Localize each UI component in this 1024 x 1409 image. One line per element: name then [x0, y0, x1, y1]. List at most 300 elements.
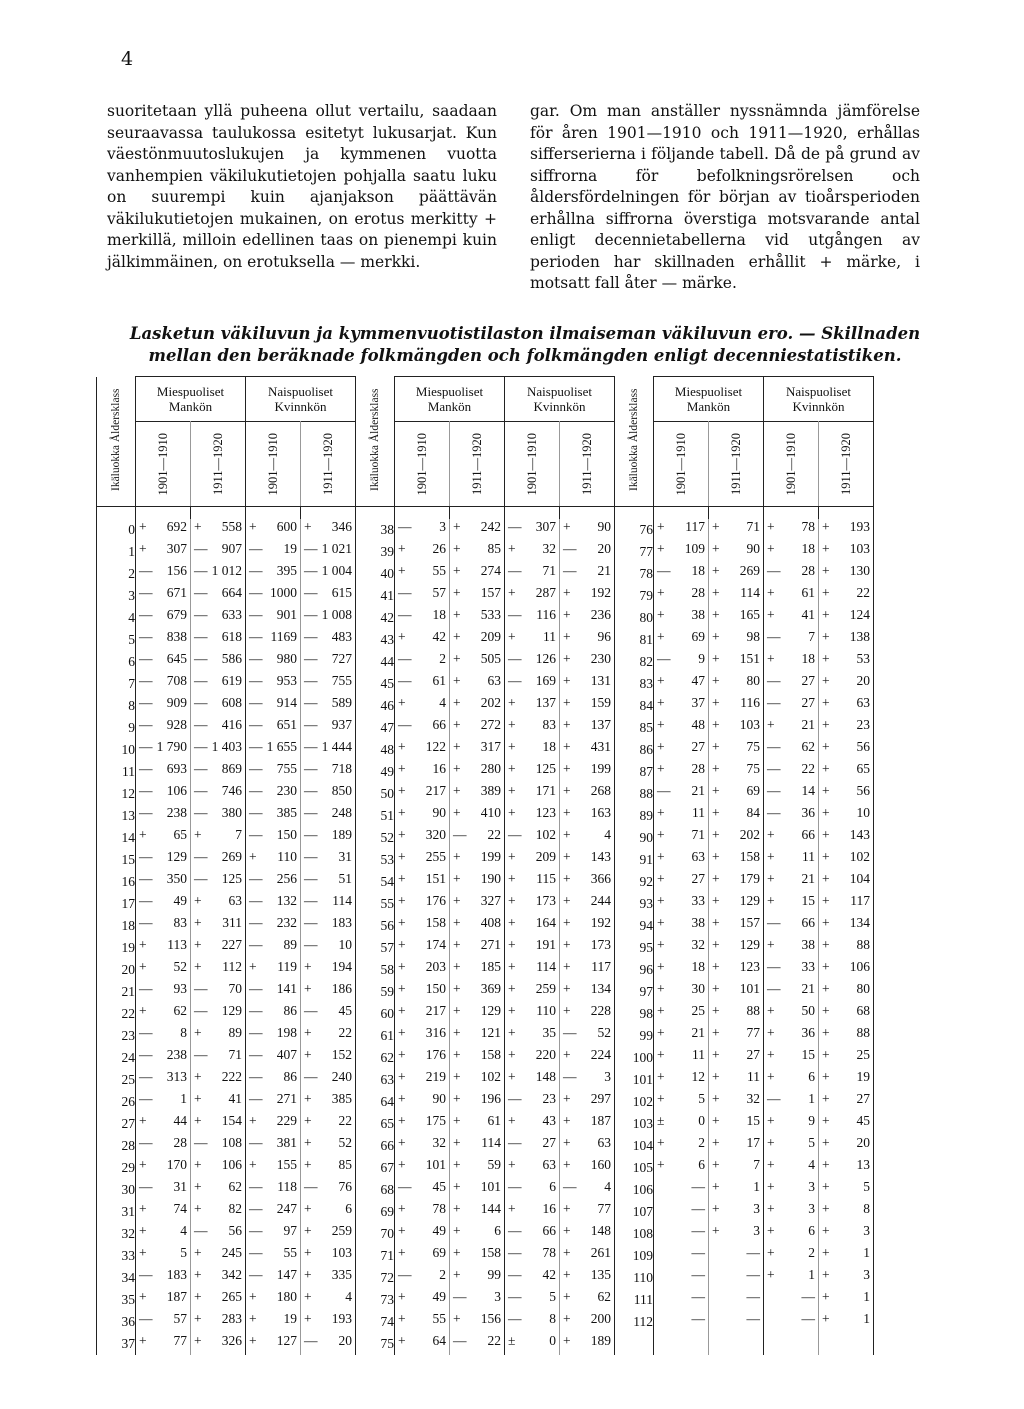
age-cell: 79	[615, 585, 654, 607]
sign: +	[453, 1245, 461, 1260]
number: 4	[604, 827, 611, 842]
sign: +	[657, 541, 665, 556]
number: 63	[597, 1135, 611, 1150]
sign: —	[249, 695, 263, 710]
sign: +	[398, 937, 406, 952]
sign: +	[563, 1245, 571, 1260]
sign: +	[767, 541, 775, 556]
number: 307	[535, 519, 556, 534]
value-cell	[136, 739, 191, 761]
age-cell: 22	[97, 1003, 136, 1025]
finnish-intro-text: suoritetaan yllä puheena ollut vertailu, saadaan seuraavassa taulukossa esitetyt lukusarjat. Kun väestönmuutoslukujen ja kymmenen vuotta vanhempien väkilukutietojen pohjalla saatu luku on suurempi kuin ajanjakson päättävän väkilukutietojen mukainen, on erotus merkitty + merkillä, milloin edellinen taas on pienempi kuin jälkimmäinen, on erotuksella — merkki.	[107, 102, 497, 271]
number: 327	[480, 893, 501, 908]
sign: —	[139, 981, 153, 996]
value-cell	[654, 1333, 709, 1355]
number: 143	[849, 827, 870, 842]
number: 131	[590, 673, 611, 688]
age-class-label: Ikäluokka Åldersklass	[628, 388, 640, 491]
number: 179	[739, 871, 760, 886]
number: 26	[432, 541, 446, 556]
sign: +	[304, 1025, 312, 1040]
sign: +	[822, 541, 830, 556]
value-cell	[450, 717, 505, 739]
value-cell	[301, 1113, 356, 1135]
sign: +	[712, 827, 720, 842]
value-cell	[560, 629, 615, 651]
sign: +	[398, 1201, 406, 1216]
number: 2	[439, 1267, 446, 1282]
value-cell	[654, 1091, 709, 1113]
value-cell	[395, 849, 450, 871]
age-cell: 1	[97, 541, 136, 563]
number: 158	[480, 1245, 501, 1260]
value-cell	[505, 1003, 560, 1025]
number: 118	[277, 1179, 297, 1194]
age-cell: 44	[356, 651, 395, 673]
number: 11	[692, 1047, 705, 1062]
number: 693	[166, 761, 187, 776]
number: 190	[480, 871, 501, 886]
value-cell	[505, 1025, 560, 1047]
table-row	[97, 1047, 874, 1069]
value-cell	[505, 959, 560, 981]
number: 117	[591, 959, 611, 974]
age-cell: 89	[615, 805, 654, 827]
sign: +	[657, 871, 665, 886]
sign: +	[657, 629, 665, 644]
number: 109	[684, 541, 705, 556]
value-cell	[764, 1157, 819, 1179]
value-cell	[450, 739, 505, 761]
value-cell	[819, 1025, 874, 1047]
number: 143	[590, 849, 611, 864]
sign: —	[657, 651, 671, 666]
sign: +	[398, 1113, 406, 1128]
value-cell	[654, 937, 709, 959]
table-row	[97, 1135, 874, 1157]
sign: +	[508, 717, 516, 732]
value-cell	[395, 871, 450, 893]
sign: +	[563, 629, 571, 644]
value-cell	[450, 915, 505, 937]
sign: —	[304, 585, 318, 600]
sign: —	[194, 761, 208, 776]
number: 114	[332, 893, 352, 908]
number: 342	[221, 1267, 242, 1282]
value-cell	[819, 563, 874, 585]
number: 55	[432, 1311, 446, 1326]
number: 727	[331, 651, 352, 666]
number: 52	[173, 959, 187, 974]
sign: +	[657, 585, 665, 600]
value-cell	[654, 673, 709, 695]
age-cell: 30	[97, 1179, 136, 1201]
sign: +	[194, 893, 202, 908]
number: 4	[345, 1289, 352, 1304]
sign: +	[712, 1157, 720, 1172]
value-cell	[450, 1245, 505, 1267]
age-cell: 54	[356, 871, 395, 893]
number: 148	[535, 1069, 556, 1084]
number: 217	[425, 783, 446, 798]
age-cell: 94	[615, 915, 654, 937]
sign: —	[508, 607, 522, 622]
value-cell	[301, 673, 356, 695]
number: 156	[166, 563, 187, 578]
number: 3	[863, 1267, 870, 1282]
value-cell	[136, 783, 191, 805]
value-cell	[505, 1223, 560, 1245]
sign: +	[563, 585, 571, 600]
value-cell	[819, 1047, 874, 1069]
number: 8	[549, 1311, 556, 1326]
number: 62	[228, 1179, 242, 1194]
age-cell: 13	[97, 805, 136, 827]
number: 869	[221, 761, 242, 776]
period-header	[136, 422, 191, 507]
sign: +	[508, 1157, 516, 1172]
value-cell	[819, 1289, 874, 1311]
age-cell: 87	[615, 761, 654, 783]
number: 52	[597, 1025, 611, 1040]
value-cell	[560, 651, 615, 673]
value-cell	[560, 519, 615, 541]
value-cell	[505, 849, 560, 871]
number: 6	[698, 1157, 705, 1172]
value-cell	[246, 1311, 301, 1333]
table-row	[97, 915, 874, 937]
table-row	[97, 805, 874, 827]
sign: +	[194, 1179, 202, 1194]
value-cell	[654, 1113, 709, 1135]
number: 1 004	[321, 563, 352, 578]
number: 22	[801, 761, 815, 776]
value-cell	[191, 1091, 246, 1113]
sign: +	[398, 871, 406, 886]
value-cell	[191, 893, 246, 915]
number: 645	[166, 651, 187, 666]
value-cell	[301, 1135, 356, 1157]
number: 28	[801, 563, 815, 578]
number: 110	[536, 1003, 556, 1018]
number: 28	[691, 761, 705, 776]
number: 88	[856, 1025, 870, 1040]
sign: —	[398, 607, 412, 622]
table-row	[97, 1091, 874, 1113]
value-cell	[560, 1201, 615, 1223]
table-row	[97, 1245, 874, 1267]
number: 317	[480, 739, 501, 754]
number: 3	[604, 1069, 611, 1084]
number: 199	[590, 761, 611, 776]
age-cell: 20	[97, 959, 136, 981]
value-cell	[819, 1311, 874, 1333]
sign: +	[453, 1113, 461, 1128]
sign: —	[249, 717, 263, 732]
sign: +	[712, 937, 720, 952]
value-cell	[709, 739, 764, 761]
sign: —	[304, 673, 318, 688]
number: 49	[173, 893, 187, 908]
sign: +	[822, 827, 830, 842]
value-cell	[654, 761, 709, 783]
age-cell: 59	[356, 981, 395, 1003]
sign: —	[304, 849, 318, 864]
period-header	[191, 422, 246, 507]
number: 220	[535, 1047, 556, 1062]
value-cell	[191, 563, 246, 585]
sign: +	[249, 1311, 257, 1326]
number: 77	[746, 1025, 760, 1040]
value-cell	[136, 1267, 191, 1289]
sign: +	[453, 563, 461, 578]
number: 1	[863, 1311, 870, 1326]
sign: +	[563, 783, 571, 798]
sign: +	[398, 849, 406, 864]
value-cell	[136, 1069, 191, 1091]
number: 366	[590, 871, 611, 886]
number: 123	[535, 805, 556, 820]
period-header	[560, 422, 615, 507]
sign: +	[563, 805, 571, 820]
sign: +	[398, 783, 406, 798]
sign: +	[304, 1223, 312, 1238]
number: 63	[856, 695, 870, 710]
sign: —	[508, 563, 522, 578]
sign: +	[453, 1135, 461, 1150]
sign: —	[139, 585, 153, 600]
table-row	[97, 783, 874, 805]
value-cell	[136, 519, 191, 541]
sign: —	[249, 629, 263, 644]
number: 101	[739, 981, 760, 996]
value-cell	[764, 827, 819, 849]
value-cell	[395, 739, 450, 761]
sign: +	[453, 1157, 461, 1172]
value-cell	[560, 607, 615, 629]
value-cell	[246, 937, 301, 959]
value-cell	[246, 959, 301, 981]
sign: —	[508, 1179, 522, 1194]
sign: —	[249, 761, 263, 776]
age-class-header	[615, 377, 654, 507]
number: 62	[597, 1289, 611, 1304]
sign: —	[508, 1289, 522, 1304]
number: 129	[166, 849, 187, 864]
sign: —	[508, 827, 522, 842]
value-cell	[301, 651, 356, 673]
value-cell	[246, 849, 301, 871]
value-cell	[395, 673, 450, 695]
number: 1169	[270, 629, 297, 644]
number: 30	[691, 981, 705, 996]
sign: —	[398, 1267, 412, 1282]
number: 129	[480, 1003, 501, 1018]
value-cell	[450, 981, 505, 1003]
number: 114	[536, 959, 556, 974]
number: 158	[739, 849, 760, 864]
number: 63	[487, 673, 501, 688]
sign: +	[453, 1047, 461, 1062]
value-cell	[654, 959, 709, 981]
number: 346	[331, 519, 352, 534]
age-cell: 56	[356, 915, 395, 937]
number: 119	[277, 959, 297, 974]
value-cell	[246, 1333, 301, 1355]
value-cell	[505, 1069, 560, 1091]
sign: +	[767, 827, 775, 842]
sign: —	[249, 1179, 263, 1194]
value-cell	[450, 1135, 505, 1157]
period-header	[819, 422, 874, 507]
number: 154	[221, 1113, 242, 1128]
value-cell	[301, 1223, 356, 1245]
sign: —	[139, 1179, 153, 1194]
male-header: Miespuoliset Mankön	[395, 377, 505, 422]
age-cell: 38	[356, 519, 395, 541]
number: 90	[432, 1091, 446, 1106]
value-cell	[654, 1047, 709, 1069]
number: 316	[425, 1025, 446, 1040]
value-cell	[191, 695, 246, 717]
sign: —	[657, 783, 671, 798]
sign: ±	[508, 1333, 516, 1348]
sign: +	[249, 959, 257, 974]
sign: —	[194, 1047, 208, 1062]
number: 269	[221, 849, 242, 864]
number: 71	[542, 563, 556, 578]
sign: —	[563, 563, 577, 578]
number: 200	[590, 1311, 611, 1326]
sign: +	[563, 1311, 571, 1326]
value-cell	[819, 915, 874, 937]
sign: +	[563, 849, 571, 864]
value-cell	[450, 1311, 505, 1333]
number: 70	[228, 981, 242, 996]
sign: +	[767, 871, 775, 886]
number: 238	[166, 1047, 187, 1062]
number: 98	[746, 629, 760, 644]
value-cell	[764, 761, 819, 783]
value-cell	[709, 673, 764, 695]
sign: +	[453, 673, 461, 688]
number: 245	[221, 1245, 242, 1260]
number: 11	[692, 805, 705, 820]
number: 78	[801, 519, 815, 534]
sign: —	[139, 805, 153, 820]
age-cell: 81	[615, 629, 654, 651]
sign: +	[712, 695, 720, 710]
sign: +	[453, 651, 461, 666]
sign: +	[563, 981, 571, 996]
period-label: 1901—1910	[414, 432, 429, 496]
value-cell	[395, 1201, 450, 1223]
number: 51	[338, 871, 352, 886]
value-cell	[709, 915, 764, 937]
age-cell: 52	[356, 827, 395, 849]
value-cell	[819, 1333, 874, 1355]
sign: —	[139, 739, 153, 754]
value-cell	[450, 519, 505, 541]
age-cell: 106	[615, 1179, 654, 1201]
number: 18	[432, 607, 446, 622]
sign: +	[304, 981, 312, 996]
number: 110	[277, 849, 297, 864]
value-cell	[191, 607, 246, 629]
period-header	[395, 422, 450, 507]
sign: —	[304, 1333, 318, 1348]
sign: +	[139, 541, 147, 556]
number: 38	[801, 937, 815, 952]
number: 85	[487, 541, 501, 556]
sign: —	[249, 739, 263, 754]
value-cell	[560, 1135, 615, 1157]
value-cell	[246, 805, 301, 827]
sign: +	[398, 827, 406, 842]
value-cell	[654, 1069, 709, 1091]
value-cell	[709, 541, 764, 563]
number: 65	[856, 761, 870, 776]
number: 7	[235, 827, 242, 842]
sign: +	[508, 1025, 516, 1040]
number: 22	[487, 827, 501, 842]
value-cell	[819, 761, 874, 783]
sign: +	[453, 1179, 461, 1194]
value-cell	[450, 1157, 505, 1179]
age-cell: 27	[97, 1113, 136, 1135]
number: 66	[801, 827, 815, 842]
value-cell	[301, 915, 356, 937]
age-cell: 29	[97, 1157, 136, 1179]
female-header: Naispuoliset Kvinnkön	[246, 377, 356, 422]
swedish-intro-text: gar. Om man anställer nyssnämnda jämförelse för åren 1901—1910 och 1911—1920, erhållas sifferserierna i följande tabell. Då de på grund av siffrorna för befolkningsrörelsen och åldersfördelningen för början av tioårsperioden erhållna siffrorna överstiga motsvarande antal enligt decennietabellerna vid utgången av perioden har skillnaden erhållit + märke, i motsatt fall åter — märke.	[530, 102, 920, 292]
age-cell: 90	[615, 827, 654, 849]
number: 32	[691, 937, 705, 952]
sign: +	[822, 695, 830, 710]
sign: +	[398, 805, 406, 820]
value-cell	[246, 1047, 301, 1069]
value-cell	[560, 1333, 615, 1355]
number: 505	[480, 651, 501, 666]
age-cell: 95	[615, 937, 654, 959]
number: —	[691, 1245, 705, 1260]
number: 19	[283, 1311, 297, 1326]
sign: +	[139, 1003, 147, 1018]
sign: +	[508, 959, 516, 974]
number: 50	[801, 1003, 815, 1018]
number: 272	[480, 717, 501, 732]
value-cell	[654, 827, 709, 849]
number: 132	[276, 893, 297, 908]
number: 268	[590, 783, 611, 798]
number: 280	[480, 761, 501, 776]
sign: +	[822, 651, 830, 666]
number: 41	[228, 1091, 242, 1106]
sign: —	[249, 607, 263, 622]
sign: +	[139, 1223, 147, 1238]
value-cell	[191, 1245, 246, 1267]
sign: +	[563, 1157, 571, 1172]
number: 193	[849, 519, 870, 534]
value-cell	[819, 695, 874, 717]
value-cell	[654, 915, 709, 937]
number: 369	[480, 981, 501, 996]
sign: +	[767, 1113, 775, 1128]
number: 152	[331, 1047, 352, 1062]
sign: —	[249, 1201, 263, 1216]
number: 1 012	[211, 563, 242, 578]
sign: —	[194, 1135, 208, 1150]
